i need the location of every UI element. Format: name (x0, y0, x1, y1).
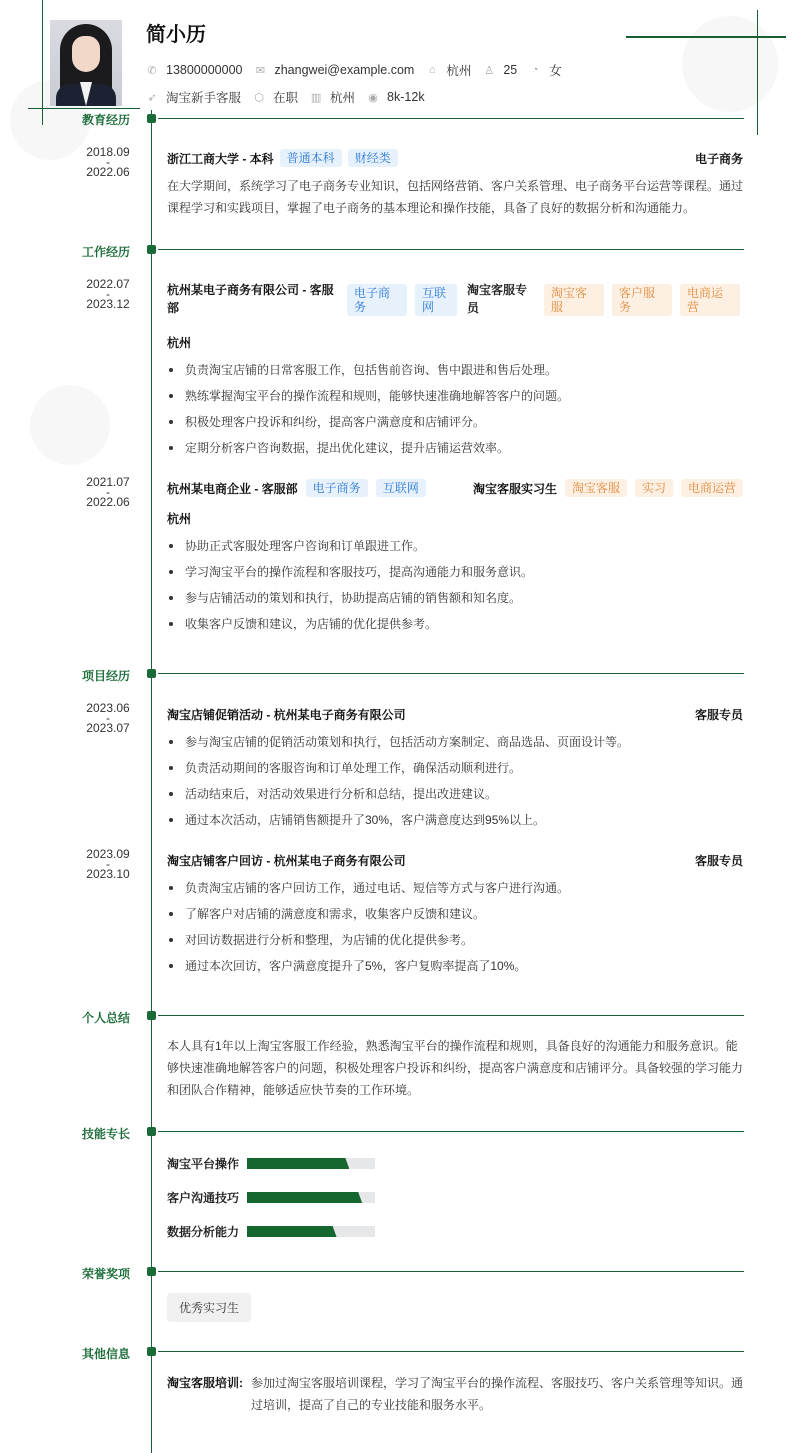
skill-bar (247, 1192, 375, 1203)
job-status: 在职 (273, 91, 299, 105)
section-dot (147, 245, 156, 254)
education-major: 电子商务 (694, 152, 743, 166)
list-item: 对回访数据进行分析和整理，为店铺的优化提供参考。 (167, 929, 745, 955)
skill-bar-fill (247, 1226, 337, 1237)
send-icon: ➶ (147, 91, 157, 104)
project-title: 淘宝店铺客户回访 - 杭州某电子商务有限公司 (167, 854, 406, 868)
list-item: 负责淘宝店铺的日常客服工作，包括售前咨询、售中跟进和售后处理。 (167, 359, 745, 385)
skill-bar (247, 1158, 375, 1169)
list-item: 负责淘宝店铺的客户回访工作，通过电话、短信等方式与客户进行沟通。 (167, 877, 745, 903)
section-title-skills: 技能专长 (81, 1127, 130, 1141)
city: 杭州 (446, 64, 472, 78)
decor-line (626, 36, 786, 38)
tag: 电商运营 (681, 479, 743, 497)
gender-icon: ◔ (531, 64, 539, 76)
skill-bar-fill (247, 1192, 362, 1203)
project-role: 客服专员 (694, 708, 743, 722)
tag: 淘宝客服 (565, 479, 627, 497)
section-title-other: 其他信息 (81, 1347, 130, 1361)
list-item: 负责活动期间的客服咨询和订单处理工作，确保活动顺利进行。 (167, 757, 745, 783)
skill-bar (247, 1226, 375, 1237)
section-divider (158, 1351, 744, 1352)
section-divider (158, 1271, 744, 1272)
list-item: 参与店铺活动的策划和执行，协助提高店铺的销售额和知名度。 (167, 587, 745, 613)
work-date: 2022.07 - 2023.12 (86, 277, 130, 311)
mail-icon: ✉ (255, 64, 266, 77)
decor-circle (682, 16, 778, 112)
skill-item: 数据分析能力 (167, 1223, 375, 1240)
avatar (50, 20, 122, 106)
list-item: 定期分析客户咨询数据，提出优化建议，提升店铺运营效率。 (167, 437, 745, 463)
section-divider (158, 673, 744, 674)
list-item: 熟练掌握淘宝平台的操作流程和规则，能够快速准确地解答客户的问题。 (167, 385, 745, 411)
target-job: 淘宝新手客服 (166, 91, 242, 105)
work-company: 杭州某电子商务有限公司 - 客服部 (167, 283, 334, 315)
list-item: 积极处理客户投诉和纠纷，提高客户满意度和店铺评分。 (167, 411, 745, 437)
tag: 财经类 (348, 149, 398, 167)
salary-icon: ◉ (368, 91, 378, 104)
section-dot (147, 1127, 156, 1136)
section-divider (158, 1015, 744, 1016)
section-divider (158, 118, 744, 119)
tag: 互联网 (415, 284, 457, 316)
phone-icon: ✆ (147, 64, 157, 77)
project-bullets (167, 731, 745, 835)
section-dot (147, 669, 156, 678)
work-tags (347, 284, 457, 316)
section-divider (158, 1131, 744, 1132)
list-item: 学习淘宝平台的操作流程和客服技巧，提高沟通能力和服务意识。 (167, 561, 745, 587)
other-item (167, 1372, 745, 1416)
status-icon: ⬡ (254, 91, 264, 104)
list-item: 通过本次回访，客户满意度提升了5%，客户复购率提高了10%。 (167, 955, 745, 981)
project-date: 2023.06 - 2023.07 (86, 701, 130, 735)
work-role-tags (544, 284, 740, 316)
work-city: 杭州 (167, 336, 192, 350)
list-item: 收集客户反馈和建议，为店铺的优化提供参考。 (167, 613, 745, 639)
project-role: 客服专员 (694, 854, 743, 868)
tag: 普通本科 (280, 149, 342, 167)
work-role: 淘宝客服专员 (467, 283, 528, 315)
education-date: 2018.09 - 2022.06 (86, 145, 130, 179)
list-item: 了解客户对店铺的满意度和需求，收集客户反馈和建议。 (167, 903, 745, 929)
work-bullets (167, 535, 745, 639)
section-title-work: 工作经历 (81, 245, 130, 259)
section-title-project: 项目经历 (81, 669, 130, 683)
work-company: 杭州某电商企业 - 客服部 电子商务 互联网 (167, 479, 426, 497)
home-icon: ⌂ (429, 64, 436, 76)
tag: 客户服务 (612, 284, 672, 316)
list-item: 协助正式客服处理客户咨询和订单跟进工作。 (167, 535, 745, 561)
skill-item: 淘宝平台操作 (167, 1155, 375, 1172)
honor-badge: 优秀实习生 (167, 1293, 251, 1322)
decor-circle (30, 385, 110, 465)
skill-item: 客户沟通技巧 (167, 1189, 375, 1206)
section-title-honors: 荣誉奖项 (81, 1267, 130, 1281)
decor-line (42, 0, 43, 125)
section-divider (158, 249, 744, 250)
tag: 电商运营 (680, 284, 740, 316)
list-item: 参与淘宝店铺的促销活动策划和执行，包括活动方案制定、商品选品、页面设计等。 (167, 731, 745, 757)
other-text: 参加过淘宝客服培训课程，学习了淘宝平台的操作流程、客服技巧、客户关系管理等知识。通过培训，提高了自己的专业技能和服务水平。 (251, 1376, 744, 1412)
age: 25 (503, 63, 518, 77)
education-school: 浙江工商大学 - 本科 普通本科 财经类 (167, 149, 398, 167)
tag: 淘宝客服 (544, 284, 604, 316)
section-dot (147, 1011, 156, 1020)
building-icon: ▥ (310, 91, 322, 104)
gender: 女 (549, 64, 562, 78)
project-date: 2023.09 - 2023.10 (86, 847, 130, 881)
contact-row (146, 61, 574, 79)
job-intent-row (146, 88, 437, 106)
decor-line (757, 10, 758, 135)
education-desc: 在大学期间，系统学习了电子商务专业知识，包括网络营销、客户关系管理、电子商务平台运营等课程。通过课程学习和实践项目，掌握了电子商务的基本理论和操作技能，具备了良好的数据分析和沟通能力。 (167, 179, 744, 215)
tag: 实习 (635, 479, 673, 497)
phone: 13800000000 (166, 63, 243, 77)
section-title-education: 教育经历 (81, 113, 130, 127)
skill-bar-fill (247, 1158, 349, 1169)
candidate-name: 简小历 (146, 24, 206, 46)
other-label: 淘宝客服培训: (167, 1376, 243, 1390)
work-role: 淘宝客服实习生 淘宝客服 实习 电商运营 (473, 479, 743, 497)
tag: 电子商务 (306, 479, 368, 497)
section-title-summary: 个人总结 (81, 1011, 130, 1025)
tag: 互联网 (376, 479, 426, 497)
tag: 电子商务 (347, 284, 407, 316)
decor-line (28, 108, 140, 109)
work-date: 2021.07 - 2022.06 (86, 475, 130, 509)
salary: 8k-12k (387, 90, 425, 104)
section-dot (147, 1347, 156, 1356)
project-bullets (167, 877, 745, 981)
work-bullets (167, 359, 745, 463)
list-item: 通过本次活动，店铺销售额提升了30%，客户满意度达到95%以上。 (167, 809, 745, 835)
cake-icon: ♙ (484, 64, 495, 77)
list-item: 活动结束后，对活动效果进行分析和总结，提出改进建议。 (167, 783, 745, 809)
section-dot (147, 114, 156, 123)
section-dot (147, 1267, 156, 1276)
timeline-line (151, 110, 152, 1453)
summary-text: 本人具有1年以上淘宝客服工作经验，熟悉淘宝平台的操作流程和规则，具备良好的沟通能力和服务意识。能够快速准确地解答客户的问题，积极处理客户投诉和纠纷，提高客户满意度和店铺评分。具备较强的学习能力和团队合作精神，能够适应快节奏的工作环境。 (167, 1039, 744, 1097)
target-city: 杭州 (330, 91, 356, 105)
email: zhangwei@example.com (274, 63, 415, 77)
work-city: 杭州 (167, 512, 192, 526)
project-title: 淘宝店铺促销活动 - 杭州某电子商务有限公司 (167, 708, 406, 722)
